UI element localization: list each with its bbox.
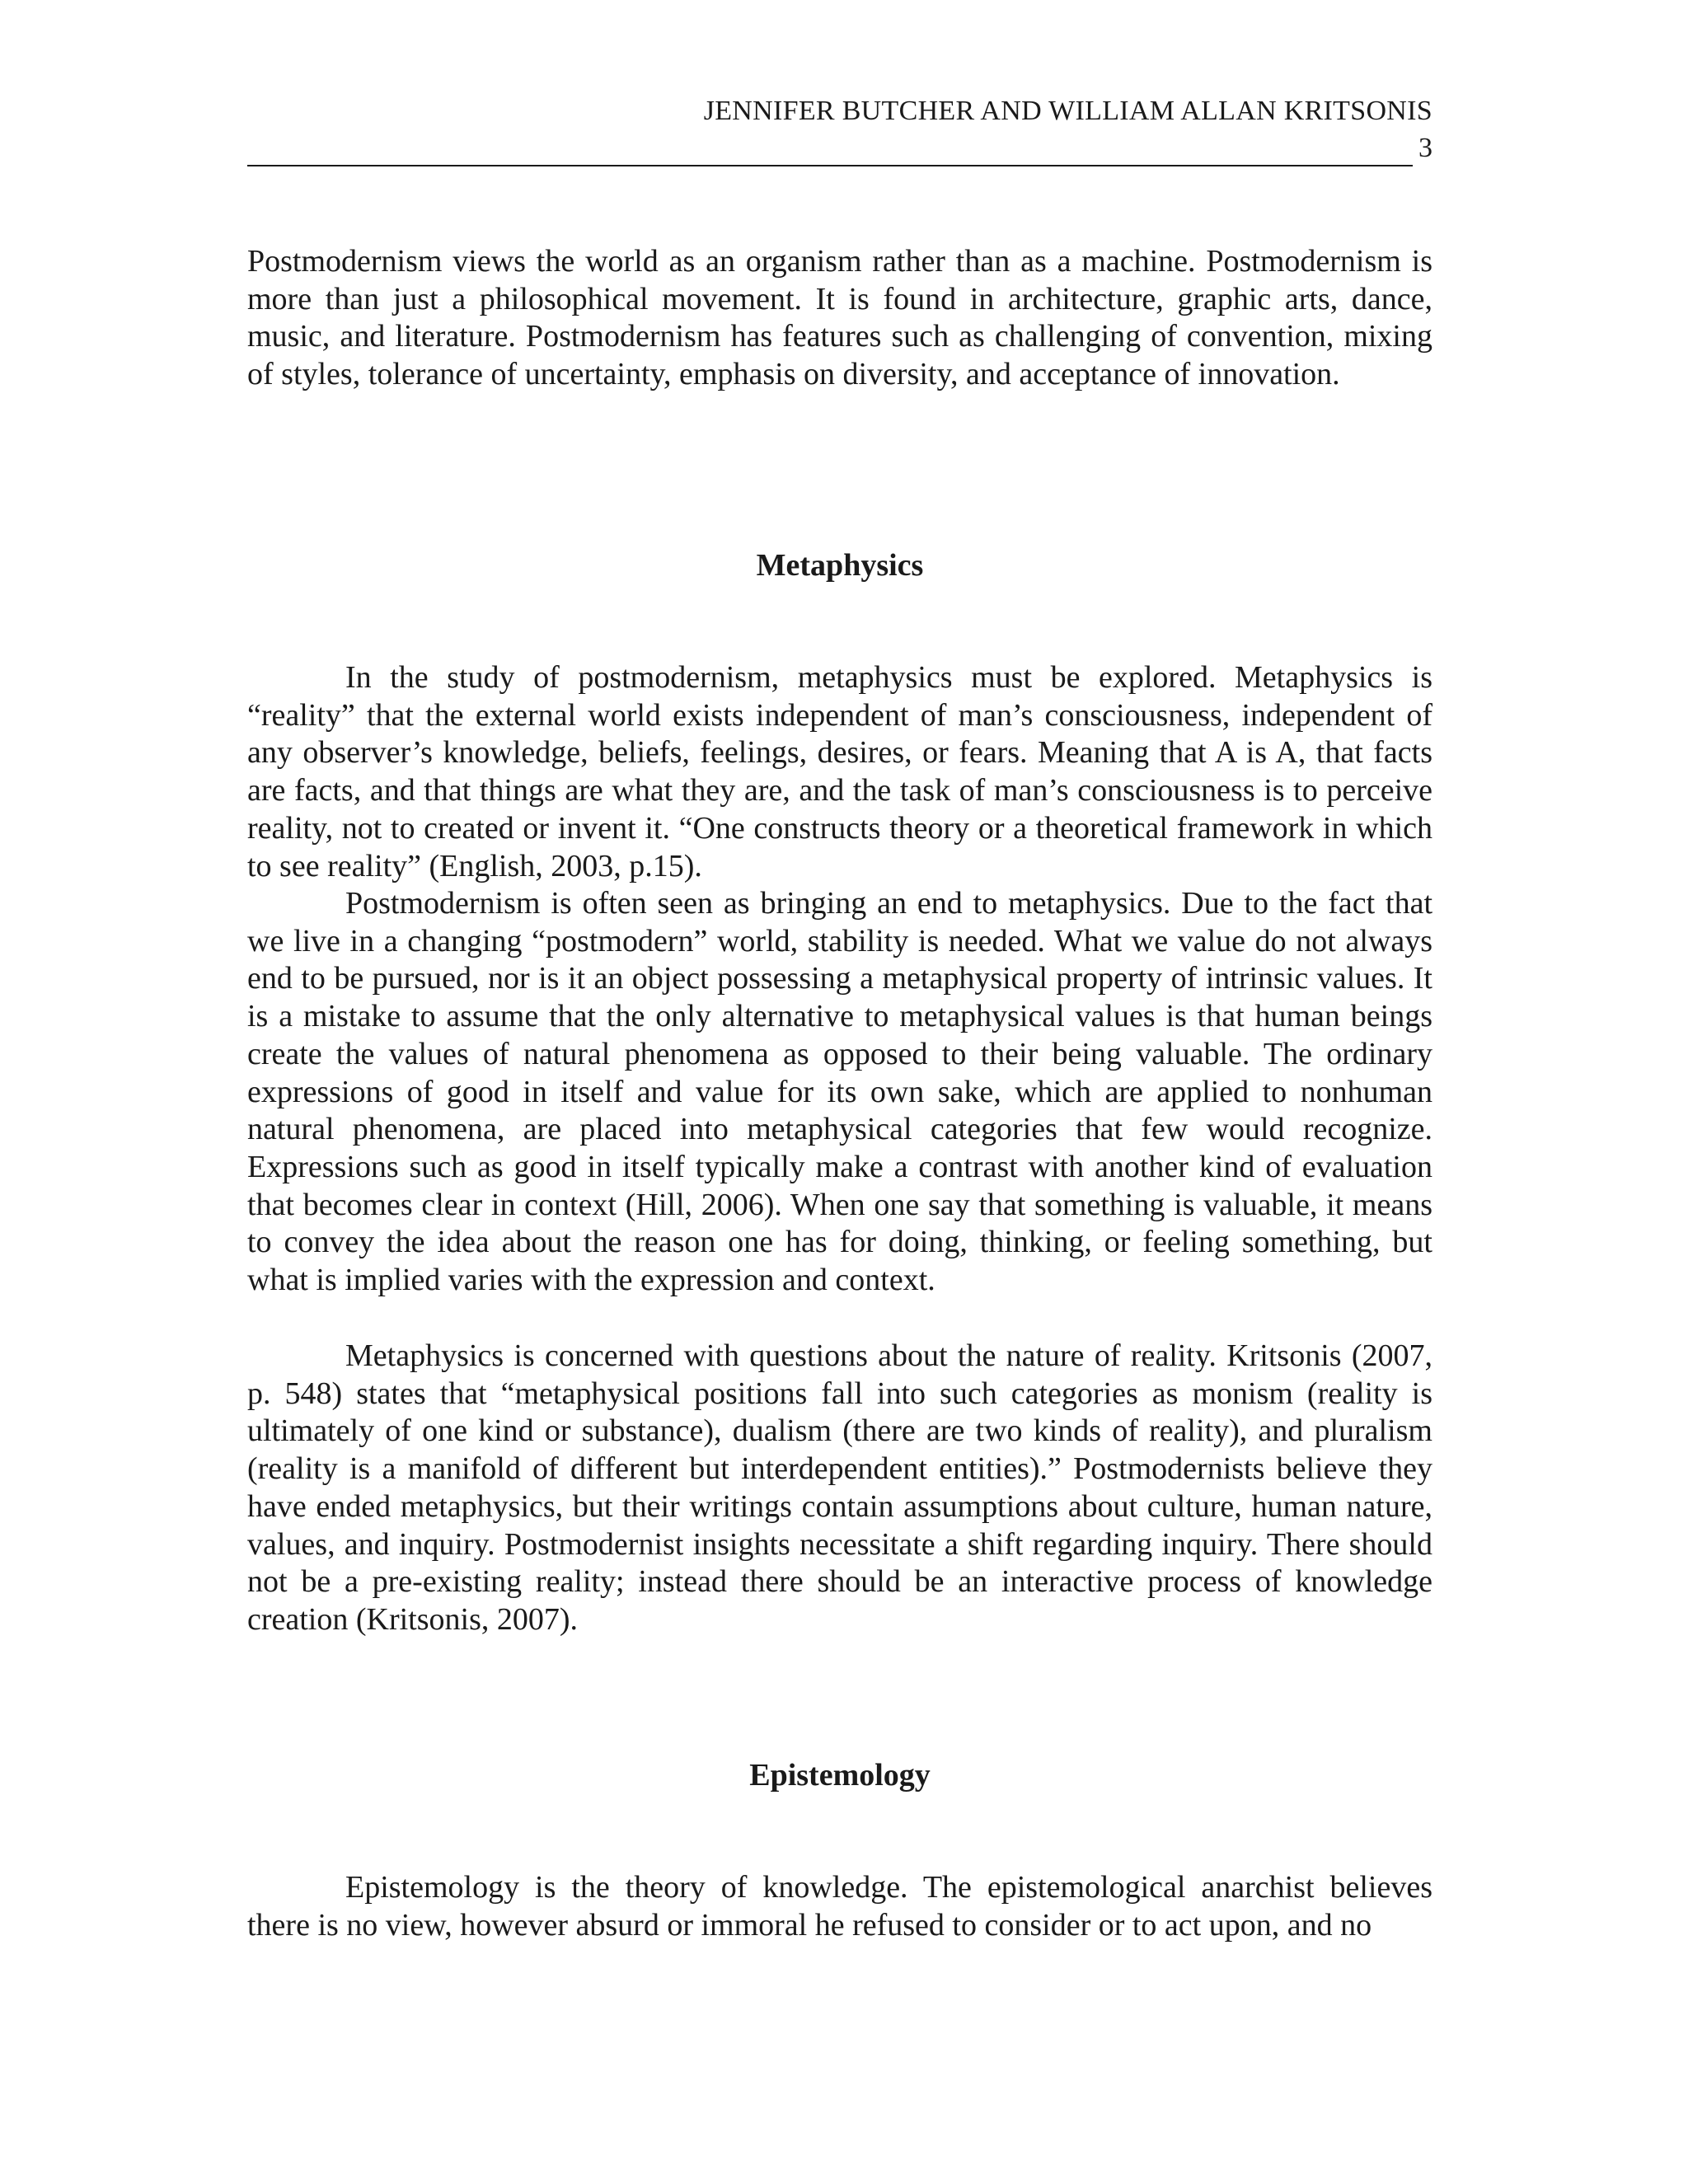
running-head: JENNIFER BUTCHER AND WILLIAM ALLAN KRITSONIS xyxy=(703,96,1432,126)
epistemology-paragraph-1: Epistemology is the theory of knowledge. The epistemological anarchist believes there is no view, however absurd or immoral he refused to consider or to act upon, and no xyxy=(247,1870,1432,1943)
header-rule xyxy=(247,165,1413,166)
section-heading-epistemology: Epistemology xyxy=(749,1758,931,1793)
metaphysics-paragraph-1: In the study of postmodernism, metaphysics must be explored. Metaphysics is “reality” that the external world exists independent of man’s consciousness, independent of any observer’s knowledge, beliefs, feelings, desires, or fears. Meaning that A is A, that facts are facts, and that things are what they are, and the task of man’s consciousness is to perceive reality, not to created or invent it. “One constructs theory or a theoretical framework in which to see reality” (English, 2003, p.15). xyxy=(247,660,1432,883)
metaphysics-paragraph-2: Postmodernism is often seen as bringing an end to metaphysics. Due to the fact that we live in a changing “postmodern” world, stability is needed. What we value do not always end to be pursued, nor is it an object possessing a metaphysical property of intrinsic values. It is a mistake to assume that the only alternative to metaphysical values is that human beings create the values of natural phenomena as opposed to their being valuable. The ordinary expressions of good in itself and value for its own sake, which are applied to nonhuman natural phenomena, are placed into metaphysical categories that few would recognize. Expressions such as good in itself typically make a contrast with another kind of evaluation that becomes clear in context (Hill, 2006). When one say that something is valuable, it means to convey the idea about the reason one has for doing, thinking, or feeling something, but what is implied varies with the expression and context. xyxy=(247,886,1432,1298)
metaphysics-paragraph-3: Metaphysics is concerned with questions about the nature of reality. Kritsonis (2007, p. 548) states that “metaphysical positions fall into such categories as monism (reality is ultimately of one kind or substance), dualism (there are two kinds of reality), and pluralism (reality is a manifold of different but interdependent entities).” Postmodernists believe they have ended metaphysics, but their writings contain assumptions about culture, human nature, values, and inquiry. Postmodernist insights necessitate a shift regarding inquiry. There should not be a pre-existing reality; instead there should be an interactive process of knowledge creation (Kritsonis, 2007). xyxy=(247,1338,1432,1637)
section-heading-metaphysics: Metaphysics xyxy=(756,548,924,583)
intro-paragraph: Postmodernism views the world as an organism rather than as a machine. Postmodernism is more than just a philosophical movement. It is found in architecture, graphic arts, dance, music, and literature. Postmodernism has features such as challenging of convention, mixing of styles, tolerance of uncertainty, emphasis on diversity, and acceptance of innovation. xyxy=(247,244,1432,392)
page-number: 3 xyxy=(1418,133,1432,163)
document-page xyxy=(247,0,1432,2184)
